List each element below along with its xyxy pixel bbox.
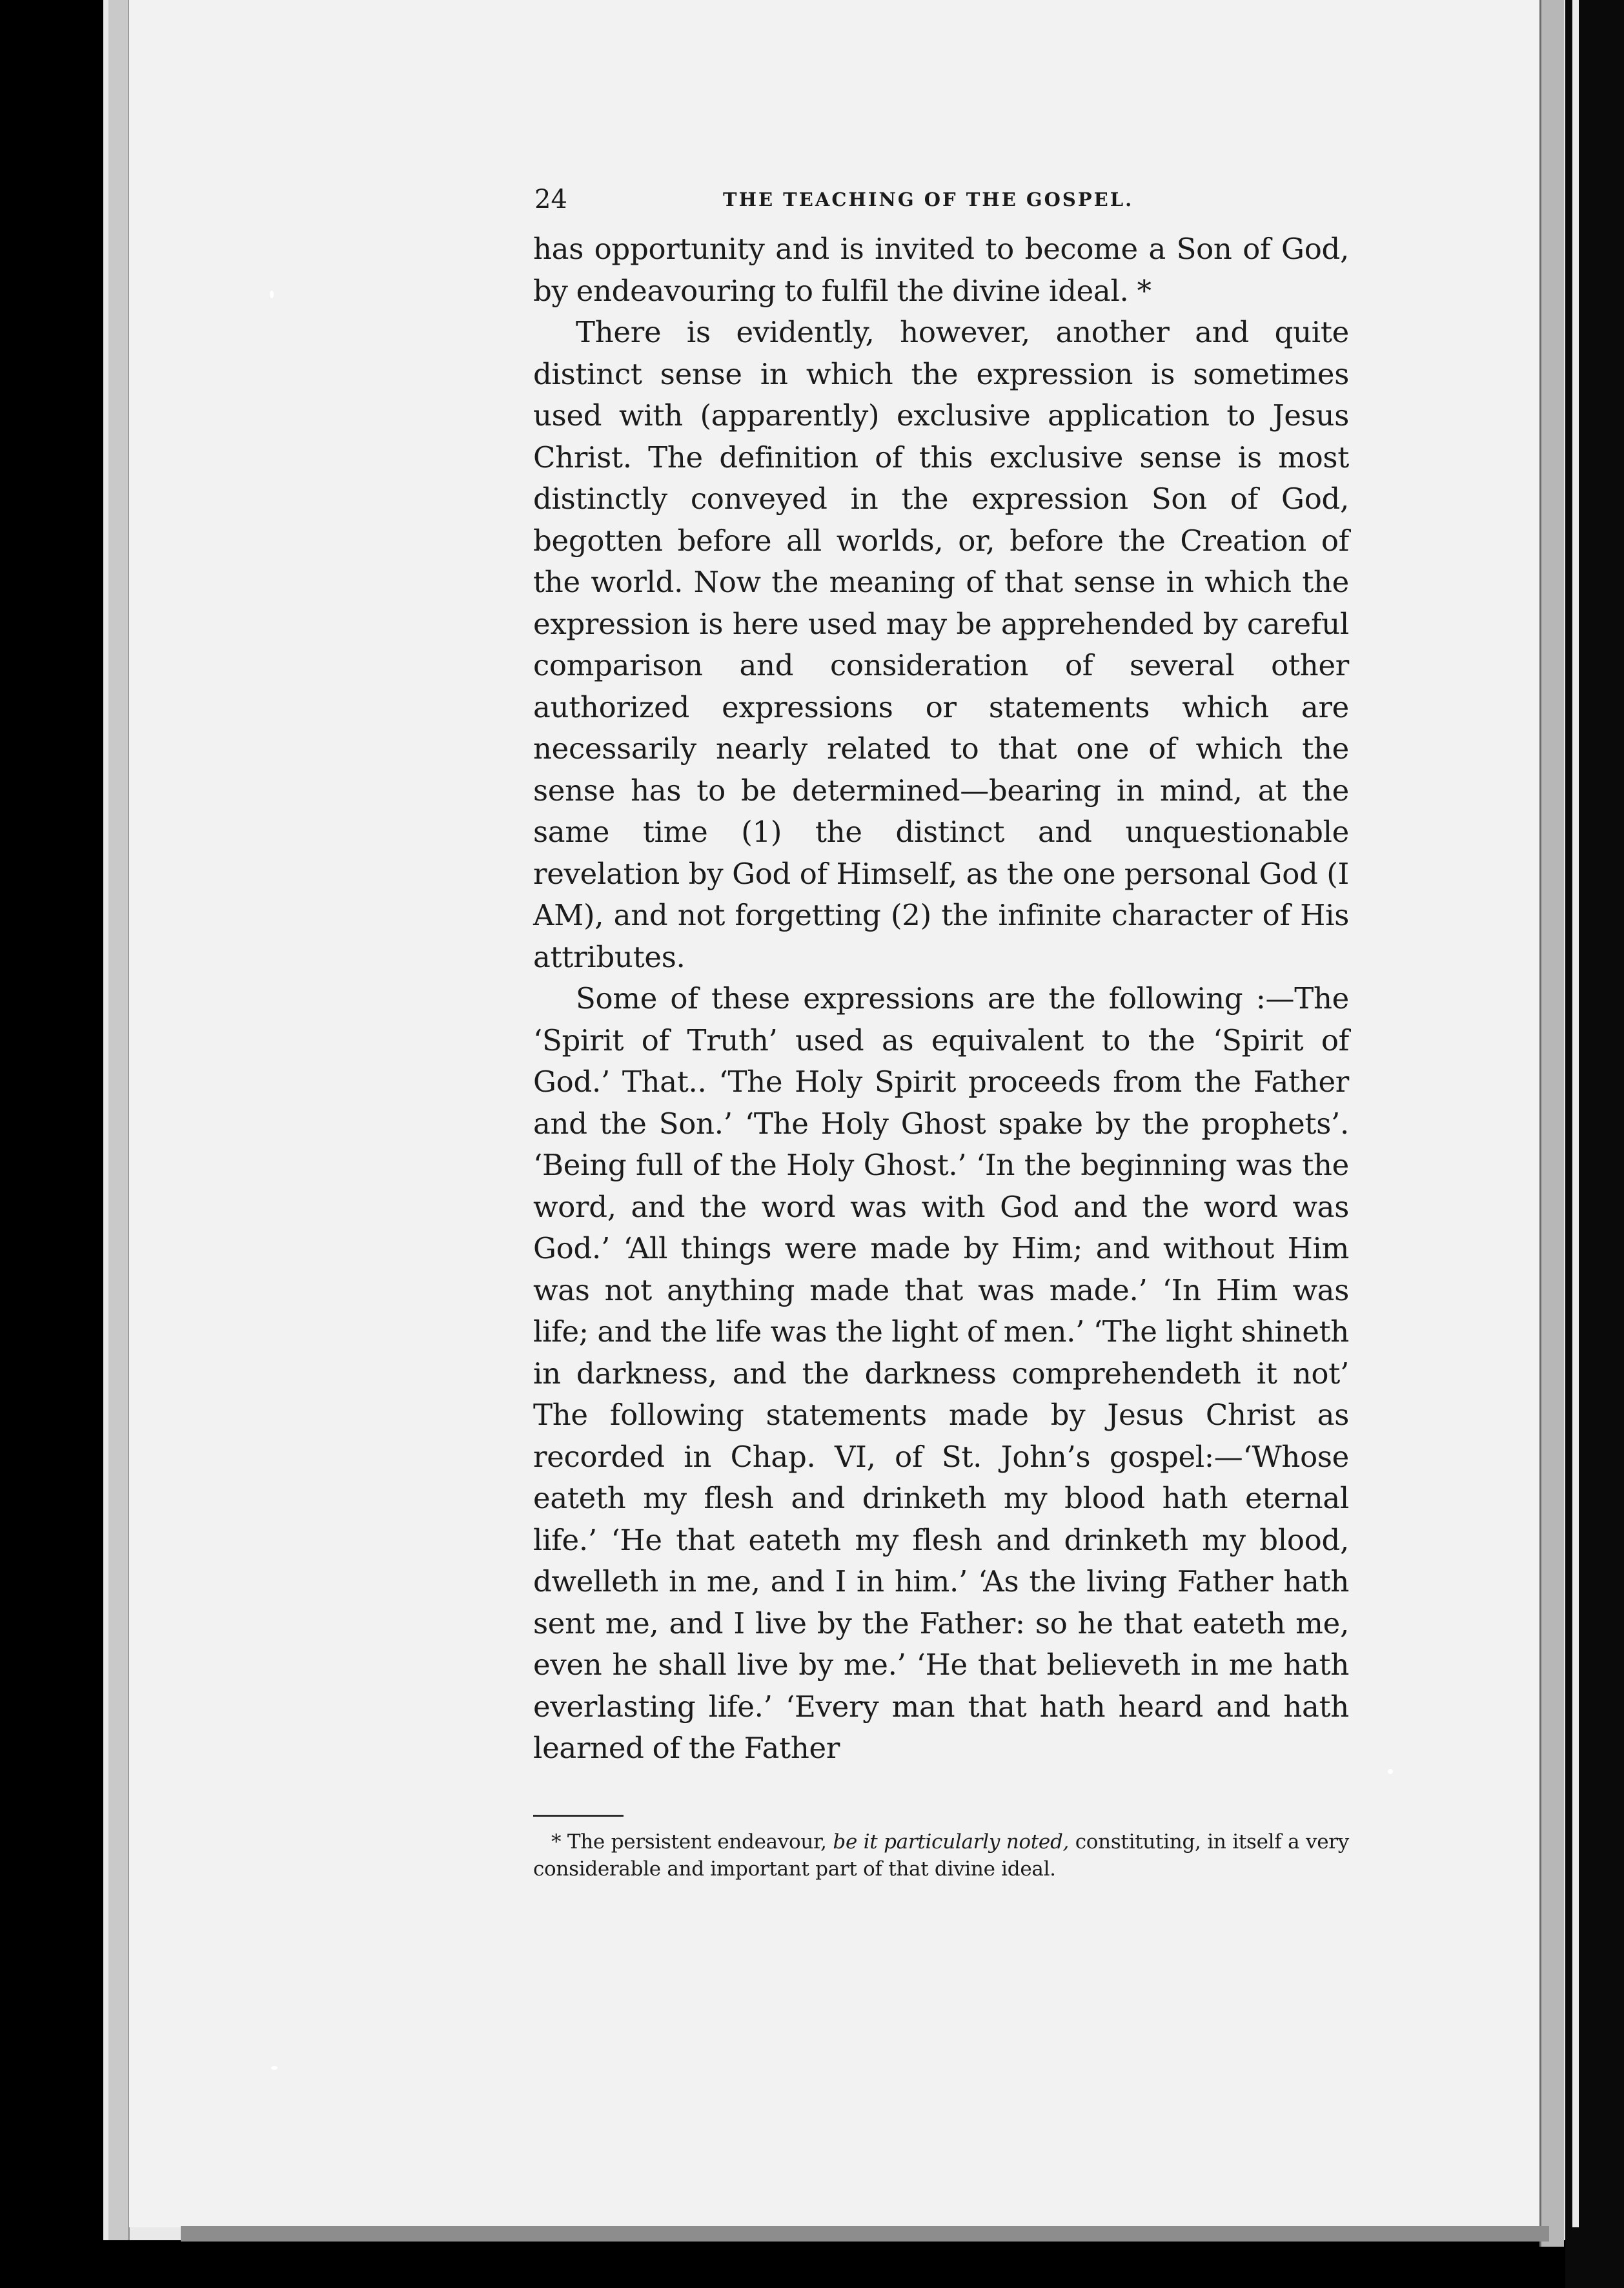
- scan-speck: [1388, 1769, 1393, 1774]
- scan-speck: [270, 291, 274, 298]
- page-number: 24: [534, 185, 567, 214]
- text-block: [533, 185, 1349, 1883]
- footnote-marker: *: [551, 1830, 567, 1854]
- paragraph-3: Some of these expressions are the following :—The ‘Spirit of Truth’ used as equivalent to the ‘Spirit of God.’ That.. ‘The Holy Spirit proceeds from the Father and the Son.’ ‘The Holy Ghost spake by the prophets’. ‘Being full of the Holy Ghost.’ ‘In the beginning was the word, and the word was with God and the word was God.’ ‘All things were made by Him; and without Him was not anything made that was made.’ ‘In Him was life; and the life was the light of men.’ ‘The light shineth in darkness, and the darkness comprehendeth it not’ The following statements made by Jesus Christ as recorded in Chap. VI, of St. John’s gospel:—‘Whose eateth my flesh and drinketh my blood hath eternal life.’ ‘He that eateth my flesh and drinketh my blood, dwelleth in me, and I in him.’ ‘As the living Father hath sent me, and I live by the Father: so he that eateth me, even he shall live by me.’ ‘He that believeth in me hath everlasting life.’ ‘Every man that hath heard and hath learned of the Father: [533, 981, 1349, 1765]
- body-text: [533, 229, 1349, 1770]
- running-head: [533, 185, 1349, 217]
- paragraph-2: There is evidently, however, another and quite distinct sense in which the expression is sometimes used with (apparently) exclusive application to Jesus Christ. The definition of this exclusive sense is most distinctly conveyed in the expression Son of God, begotten before all worlds, or, before the Creation of the world. Now the meaning of that sense in which the expression is here used may be apprehended by careful comparison and consideration of several other authorized expressions or statements which are necessarily nearly related to that one of which the sense has to be determined—bearing in mind, at the same time (1) the distinct and unquestionable revelation by God of Himself, as the one personal God (I AM), and not forgetting (2) the infinite character of His attributes.: [533, 315, 1349, 974]
- footnote-text-before: The persistent endeavour,: [567, 1830, 833, 1854]
- running-head-title: THE TEACHING OF THE GOSPEL.: [723, 189, 1134, 210]
- footnote-text-after: constituting, in itself a very considerable and important part of that divine ideal.: [533, 1830, 1349, 1881]
- bottom-page-shadow: [181, 2226, 1549, 2242]
- left-page-edge: [108, 0, 130, 2240]
- next-page-edge: [1572, 0, 1579, 2227]
- footnote: [533, 1828, 1349, 1883]
- paragraph-1: has opportunity and is invited to become a Son of God, by endeavouring to fulfil the divine ideal. *: [533, 232, 1349, 308]
- scan-speck: [271, 2066, 278, 2070]
- footnote-rule: [533, 1815, 624, 1817]
- right-page-fold: [1539, 0, 1564, 2247]
- footnote-text-italic: be it particularly noted,: [833, 1830, 1070, 1854]
